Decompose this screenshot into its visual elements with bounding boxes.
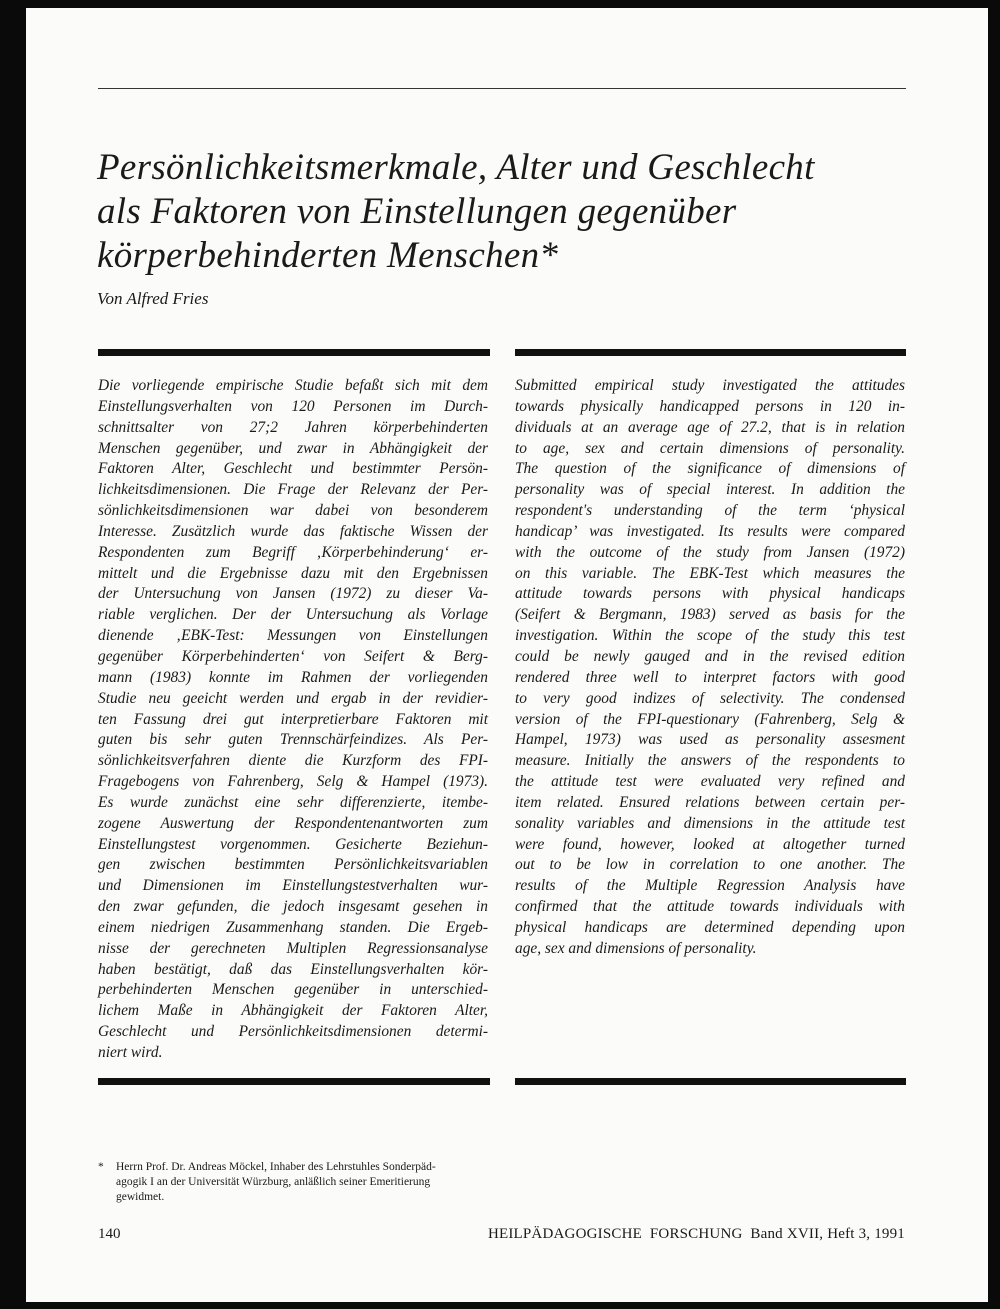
footnote-line: gewidmet. <box>116 1191 165 1203</box>
footnote <box>98 1160 518 1205</box>
text-line: Fragebogens von Fahrenberg, Selg & Hampel (1973). <box>98 773 488 791</box>
text-line: rendered three well to interpret factors with good <box>515 668 905 686</box>
text-line: to age, sex and certain dimensions of personality. <box>515 439 905 457</box>
text-line: could be newly gauged and in the revised edition <box>515 647 905 665</box>
text-line: zogene Auswertung der Respondentenantworten zum <box>98 814 488 832</box>
text-line: to very good indizes of selectivity. The condensed <box>515 689 905 707</box>
text-line: niert wird. <box>98 1044 163 1061</box>
text-line: Die vorliegende empirische Studie befaßt sich mit dem <box>98 377 488 394</box>
column-divider-bar <box>515 349 906 356</box>
text-line: Submitted empirical study investigated the attitudes <box>515 377 905 394</box>
title-line: körperbehinderten Menschen* <box>97 235 559 276</box>
page-number: 140 <box>98 1226 121 1242</box>
text-line: gen zwischen bestimmten Persönlichkeitsvariablen <box>98 856 488 874</box>
top-rule <box>98 88 906 89</box>
text-line: age, sex and dimensions of personality. <box>515 939 757 957</box>
text-line: Menschen gegenüber, und zwar in Abhängigkeit der <box>98 439 488 457</box>
text-line: personality was of special interest. In addition the <box>515 481 905 499</box>
text-line: dividuals at an average age of 27.2, that is in relation <box>515 418 905 436</box>
text-line: sönlichkeitsverfahren diente die Kurzform des FPI- <box>98 752 488 770</box>
text-line: Respondenten zum Begriff ‚Körperbehinderung‘ er- <box>98 543 488 561</box>
text-line: Geschlecht und Persönlichkeitsdimensionen determi- <box>98 1023 488 1041</box>
text-line: the attitude test were evaluated very refined and <box>515 773 905 791</box>
text-line: schnittsalter von 27;2 Jahren körperbehinderten <box>98 418 488 436</box>
text-line: der Untersuchung von Jansen (1972) zu dieser Va- <box>98 585 488 603</box>
text-line: Interesse. Zusätzlich wurde das faktische Wissen der <box>98 522 488 540</box>
text-line: were found, however, looked at altogether turned <box>515 835 905 853</box>
text-line: results of the Multiple Regression Analysis have <box>515 877 905 895</box>
text-line: lichem Maße in Abhängigkeit der Faktoren Alter, <box>98 1002 488 1020</box>
text-line: physical handicaps are determined depending upon <box>515 918 905 936</box>
column-divider-bar <box>515 1078 906 1085</box>
text-line: mittelt und die Ergebnisse dazu mit den Ergebnissen <box>98 564 488 582</box>
text-line: sönlichkeitsdimensionen war dabei von besonderem <box>98 502 488 520</box>
text-line: Es wurde zunächst eine sehr differenzierte, itembe- <box>98 793 488 811</box>
footnote-line: agogik I an der Universität Würzburg, anläßlich seiner Emeritierung <box>116 1176 431 1188</box>
text-line: handicap’ was investigated. Its results were compared <box>515 522 905 540</box>
text-line: (Seifert & Bergmann, 1983) served as basis for the <box>515 606 905 624</box>
column-divider-bar <box>98 349 490 356</box>
text-line: item related. Ensured relations between certain per- <box>515 793 905 811</box>
article-title <box>97 146 917 278</box>
journal-citation: HEILPÄDAGOGISCHE FORSCHUNG Band XVII, Heft 3, 1991 <box>487 1226 905 1242</box>
text-line: attitude towards persons with physical handicaps <box>515 585 905 603</box>
text-line: confirmed that the attitude towards individuals with <box>515 898 905 916</box>
author-line: Von Alfred Fries <box>97 289 209 308</box>
text-line: guten bis sehr guten Trennschärfeindizes. Als Per- <box>98 731 488 749</box>
title-line: Persönlichkeitsmerkmale, Alter und Geschlecht <box>97 147 815 188</box>
text-line: out to be low in correlation to one another. The <box>515 856 905 874</box>
text-line: und Dimensionen im Einstellungstestverhalten wur- <box>98 877 488 895</box>
column-divider-bar <box>98 1078 490 1085</box>
text-line: perbehinderten Menschen gegenüber in unterschied- <box>98 981 488 999</box>
text-line: einem niedrigen Zusammenhang standen. Die Ergeb- <box>98 918 488 936</box>
text-line: den zwar gefunden, die jedoch insgesamt gesehen in <box>98 898 488 916</box>
text-line: gegenüber Körperbehinderten‘ von Seifert & Berg- <box>98 647 488 665</box>
text-line: nisse der gerechneten Multiplen Regressionsanalyse <box>98 939 488 957</box>
text-line: sonality variables and dimensions in the attitude test <box>515 814 905 832</box>
text-line: ten Fassung drei gut interpretierbare Faktoren mit <box>98 710 488 728</box>
text-line: with the outcome of the study from Jansen (1972) <box>515 543 905 561</box>
text-line: haben bestätigt, daß das Einstellungsverhalten kör- <box>98 960 488 978</box>
text-line: The question of the significance of dimensions of <box>515 460 905 478</box>
text-line: measure. Initially the answers of the respondents to <box>515 752 905 770</box>
text-line: Studie neu geeicht werden und ergab in der revidier- <box>98 689 488 707</box>
title-line: als Faktoren von Einstellungen gegenüber <box>97 191 737 232</box>
text-line: investigation. Within the scope of the study this test <box>515 627 905 645</box>
text-line: Hampel, 1973) was used as personality assesment <box>515 731 905 749</box>
text-line: respondent's understanding of the term ‘physical <box>515 502 905 520</box>
footnote-marker: * <box>98 1161 104 1173</box>
footnote-line: Herrn Prof. Dr. Andreas Möckel, Inhaber des Lehrstuhles Sonderpäd- <box>116 1161 436 1173</box>
text-line: towards physically handicapped persons in 120 in- <box>515 397 905 415</box>
abstract-german <box>98 376 488 1064</box>
text-line: Einstellungstest vorgenommen. Gesicherte Beziehun- <box>98 835 488 853</box>
text-line: lichkeitsdimensionen. Die Frage der Relevanz der Per- <box>98 481 488 499</box>
text-line: mann (1983) konnte im Rahmen der vorliegenden <box>98 668 488 686</box>
abstract-english <box>515 376 905 960</box>
text-line: version of the FPI-questionary (Fahrenberg, Selg & <box>515 710 905 728</box>
text-line: dienende ‚EBK-Test: Messungen von Einstellungen <box>98 627 488 645</box>
text-line: on this variable. The EBK-Test which measures the <box>515 564 905 582</box>
text-line: Einstellungsverhalten von 120 Personen im Durch- <box>98 397 488 415</box>
text-line: Faktoren Alter, Geschlecht und bestimmter Persön- <box>98 460 488 478</box>
text-line: riable verglichen. Der der Untersuchung als Vorlage <box>98 606 488 624</box>
